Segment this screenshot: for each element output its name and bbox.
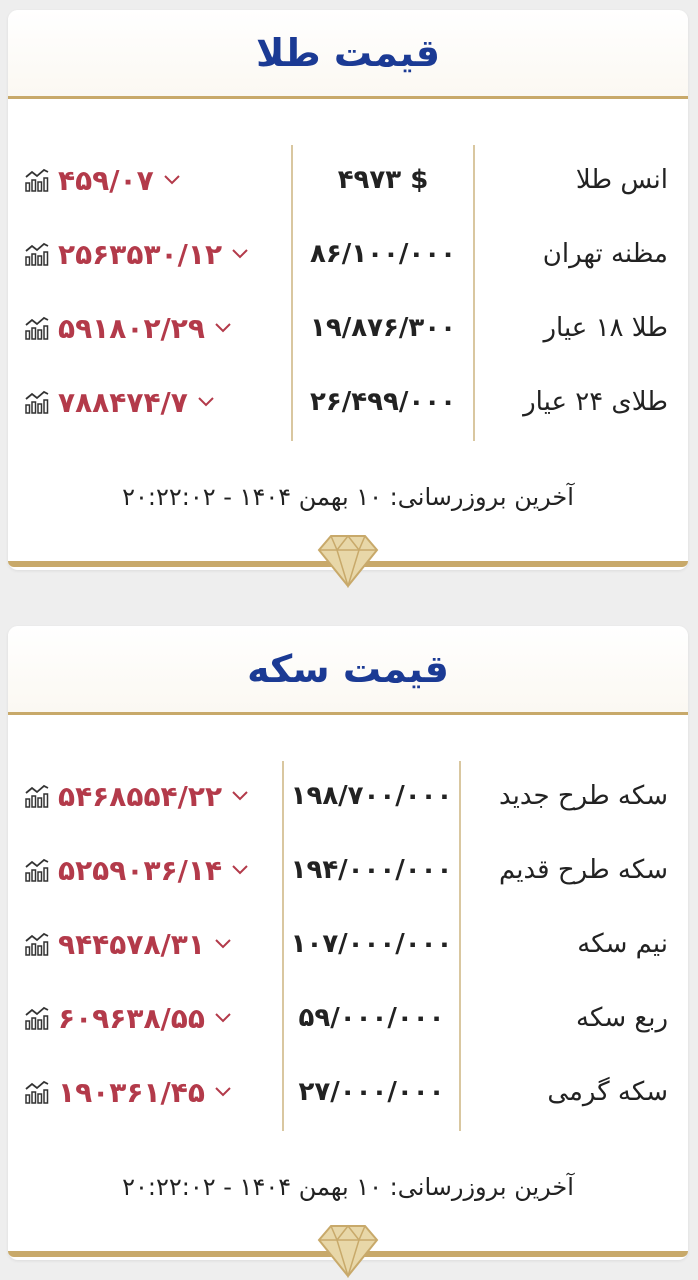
chevron-down-icon xyxy=(162,173,182,187)
price-value: ۱۹/۸۷۶/۳۰۰ xyxy=(310,313,456,343)
price-change-value: ۶۰۹۶۳۸/۵۵ xyxy=(58,1001,205,1035)
price-row-ounce[interactable] xyxy=(8,150,688,210)
price-row-gold-24[interactable] xyxy=(8,372,688,432)
item-name: سکه گرمی xyxy=(547,1077,668,1107)
price-change-value: ۵۲۵۹۰۳۶/۱۴ xyxy=(58,853,223,887)
price-value: ۸۶/۱۰۰/۰۰۰ xyxy=(310,239,456,269)
last-updated: آخرین بروزرسانی: ۱۰ بهمن ۱۴۰۴ - ۲۰:۲۲:۰۲ xyxy=(122,1173,574,1201)
price-row-quarter-coin[interactable] xyxy=(8,988,688,1048)
chevron-down-icon xyxy=(230,863,250,877)
coin-card-title: قیمت سکه xyxy=(247,647,449,691)
change-cell xyxy=(24,150,182,210)
price-value: ۲۶/۴۹۹/۰۰۰ xyxy=(310,387,456,417)
coin-price-card xyxy=(8,626,688,1260)
chevron-down-icon xyxy=(230,789,250,803)
price-row-gram-coin[interactable] xyxy=(8,1062,688,1122)
chart-bars-icon xyxy=(24,857,50,883)
change-cell xyxy=(24,840,250,900)
price-value: ۱۹۸/۷۰۰/۰۰۰ xyxy=(290,781,453,811)
chart-bars-icon xyxy=(24,1005,50,1031)
price-row-tehran[interactable] xyxy=(8,224,688,284)
coin-card-header xyxy=(8,626,688,715)
item-name: طلای ۲۴ عیار xyxy=(523,387,668,417)
item-name: سکه طرح جدید xyxy=(498,781,668,811)
price-change-value: ۱۹۰۳۶۱/۴۵ xyxy=(58,1075,205,1109)
chevron-down-icon xyxy=(213,1011,233,1025)
change-cell xyxy=(24,988,233,1048)
gold-price-card xyxy=(8,10,688,570)
item-name: انس طلا xyxy=(575,165,668,195)
change-cell xyxy=(24,224,250,284)
item-name: نیم سکه xyxy=(577,929,668,959)
price-change-value: ۵۹۱۸۰۲/۲۹ xyxy=(58,311,205,345)
chart-bars-icon xyxy=(24,315,50,341)
chart-bars-icon xyxy=(24,931,50,957)
diamond-icon xyxy=(317,1222,379,1278)
item-name: مظنه تهران xyxy=(542,239,668,269)
price-row-gold-18[interactable] xyxy=(8,298,688,358)
change-cell xyxy=(24,1062,233,1122)
chart-bars-icon xyxy=(24,241,50,267)
chart-bars-icon xyxy=(24,1079,50,1105)
price-change-value: ۹۴۴۵۷۸/۳۱ xyxy=(58,927,205,961)
chevron-down-icon xyxy=(213,937,233,951)
chart-bars-icon xyxy=(24,389,50,415)
price-row-coin-old[interactable] xyxy=(8,840,688,900)
chevron-down-icon xyxy=(230,247,250,261)
chevron-down-icon xyxy=(196,395,216,409)
price-change-value: ۴۵۹/۰۷ xyxy=(58,163,154,197)
price-change-value: ۲۵۶۳۵۳۰/۱۲ xyxy=(58,237,223,271)
price-value: ۴۹۷۳ $ xyxy=(337,165,429,195)
price-row-coin-new[interactable] xyxy=(8,766,688,826)
price-row-half-coin[interactable] xyxy=(8,914,688,974)
price-value: ۲۷/۰۰۰/۰۰۰ xyxy=(298,1077,445,1107)
item-name: سکه طرح قدیم xyxy=(498,855,668,885)
change-cell xyxy=(24,766,250,826)
chart-bars-icon xyxy=(24,783,50,809)
item-name: ربع سکه xyxy=(576,1003,668,1033)
chart-bars-icon xyxy=(24,167,50,193)
gold-card-header xyxy=(8,10,688,99)
price-value: ۱۹۴/۰۰۰/۰۰۰ xyxy=(290,855,453,885)
price-value: ۱۰۷/۰۰۰/۰۰۰ xyxy=(290,929,453,959)
price-change-value: ۷۸۸۴۷۴/۷ xyxy=(58,385,188,419)
gold-card-title: قیمت طلا xyxy=(256,31,440,75)
item-name: طلا ۱۸ عیار xyxy=(543,313,668,343)
price-change-value: ۵۴۶۸۵۵۴/۲۲ xyxy=(58,779,223,813)
diamond-icon xyxy=(317,532,379,588)
chevron-down-icon xyxy=(213,1085,233,1099)
chevron-down-icon xyxy=(213,321,233,335)
change-cell xyxy=(24,372,216,432)
price-value: ۵۹/۰۰۰/۰۰۰ xyxy=(298,1003,445,1033)
change-cell xyxy=(24,914,233,974)
last-updated: آخرین بروزرسانی: ۱۰ بهمن ۱۴۰۴ - ۲۰:۲۲:۰۲ xyxy=(122,483,574,511)
change-cell xyxy=(24,298,233,358)
